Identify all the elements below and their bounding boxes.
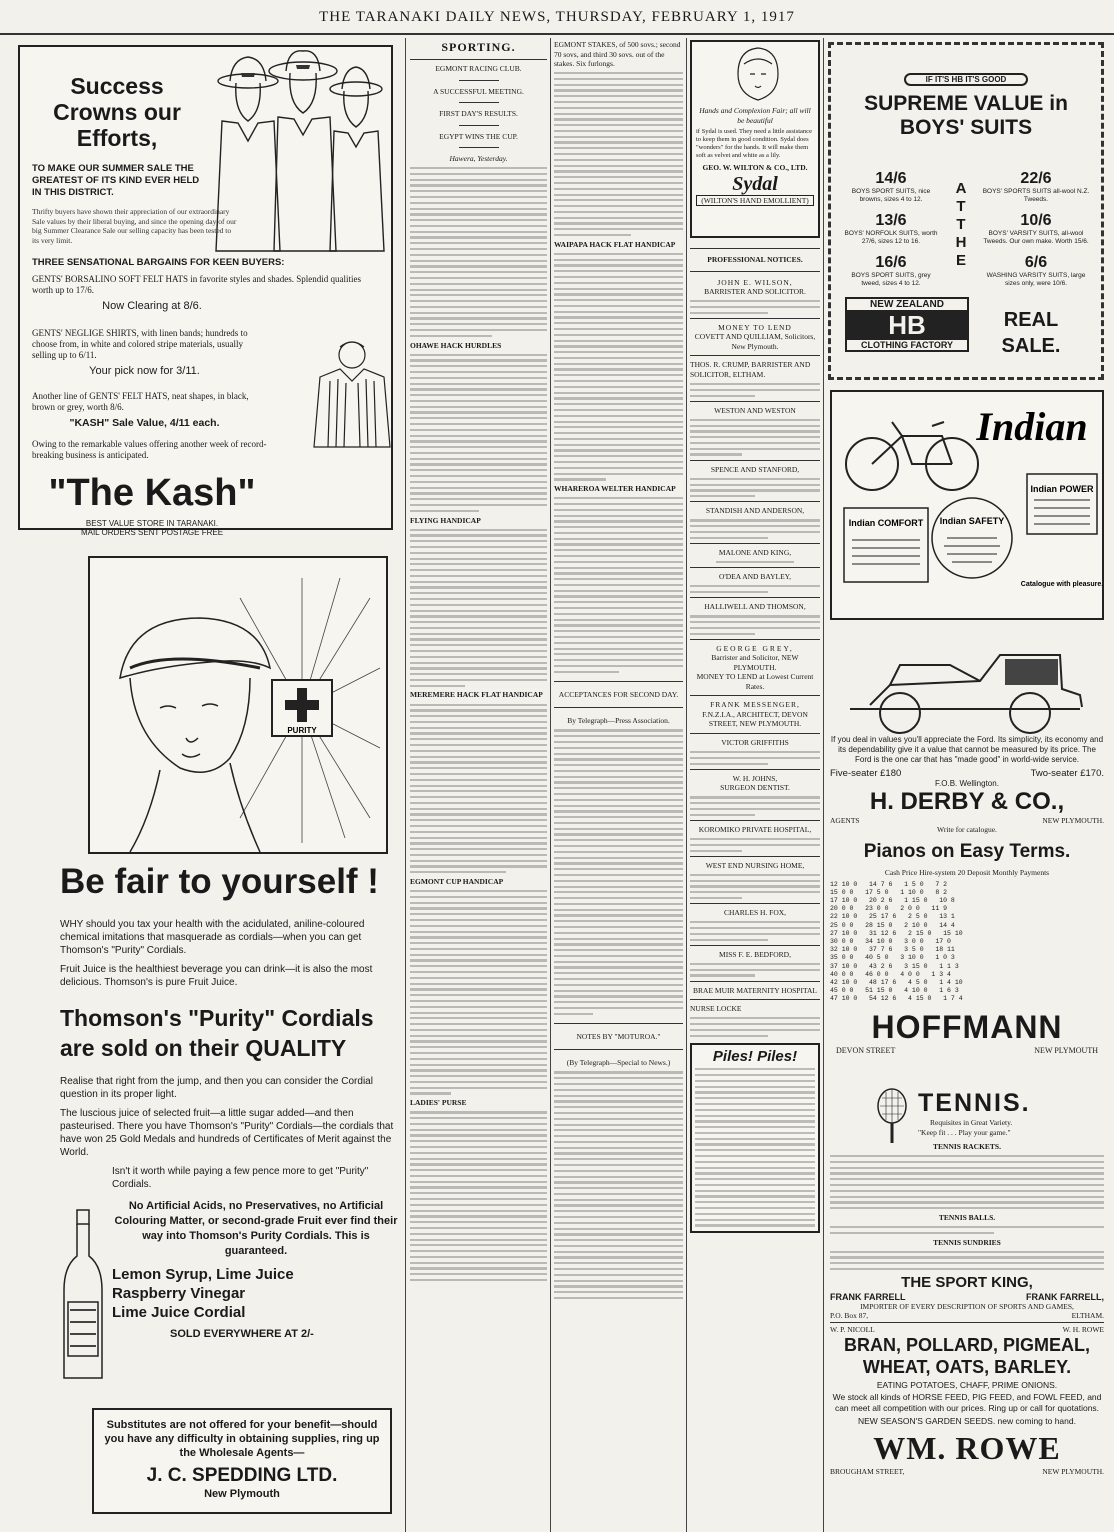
tennis-balls: TENNIS BALLS. <box>938 1212 996 1222</box>
indian-catalogue: Catalogue with pleasure. <box>1020 581 1104 588</box>
spedding-subs: Substitutes are not offered for your benefit—should you have any difficulty in obtaining supplies, ring up the Wholesale Agents— <box>104 1419 380 1459</box>
notice-bedford: MISS F. E. BEDFORD, <box>719 949 791 959</box>
sydal-hands: Hands and Complexion Fair; all will be beautiful <box>699 106 811 125</box>
tennis-ad <box>830 1088 1104 1321</box>
indian-logo: Indian <box>976 404 1088 449</box>
cordial-bottle-illustration <box>60 1210 106 1380</box>
ford-ad <box>830 625 1104 834</box>
pianos-ad <box>830 840 1104 1070</box>
notice-grey-sub: Barrister and Solicitor, NEW PLYMOUTH. <box>711 653 799 672</box>
rowe-line5: NEW SEASON'S GARDEN SEEDS. new coming to hand. <box>858 1416 1076 1426</box>
column-rule <box>405 38 406 1532</box>
kash-bargains-head: THREE SENSATIONAL BARGAINS FOR KEEN BUYERS: <box>32 257 285 268</box>
store-line3: CLOTHING FACTORY <box>861 340 953 350</box>
men-in-hats-illustration <box>208 51 388 256</box>
woman-with-purity-badge-illustration <box>90 558 386 852</box>
tennis-racket-icon <box>872 1088 912 1144</box>
desc-4: BOYS' SPORTS SUITS all-wool N.Z. Tweeds. <box>982 188 1090 203</box>
farrell-place: ELTHAM. <box>1071 1311 1104 1321</box>
notice-griffiths: VICTOR GRIFFITHS <box>721 737 789 747</box>
sporting-sub4: EGYPT WINS THE CUP. <box>439 131 518 141</box>
spedding-ad <box>92 1408 392 1514</box>
notice-braemuir: BRAE MUIR MATERNITY HOSPITAL <box>693 985 817 995</box>
boys-left-prices <box>841 170 941 288</box>
hoffmann-logo: HOFFMANN <box>871 1008 1063 1045</box>
desc-6: WASHING VARSITY SUITS, large sizes only, were 10/6. <box>986 272 1086 287</box>
notice-grey-money: MONEY TO LEND at Lowest Current Rates. <box>696 672 814 691</box>
rowe-right: W. H. ROWE <box>1062 1325 1104 1334</box>
column-rule <box>686 38 687 1532</box>
purity-p2: Fruit Juice is the healthiest beverage you can drink—it is also the most delicious. Thomson's is pure Fruit Juice. <box>60 964 373 988</box>
tennis-sub: Requisites in Great Variety. <box>930 1118 1013 1127</box>
desc-3: BOYS SPORT SUITS, grey tweed, sizes 4 to 12. <box>851 272 931 287</box>
tennis-headline: TENNIS. <box>918 1089 1031 1117</box>
column-rule <box>823 38 824 1532</box>
sydal-ad <box>690 40 820 238</box>
kash-headline: Success Crowns our Efforts, <box>53 73 181 151</box>
report-text <box>410 167 547 337</box>
ford-agents: AGENTS <box>830 816 860 825</box>
whareroa-heading: WHAREROA WELTER HANDICAP <box>554 484 676 494</box>
notice-money: MONEY TO LEND <box>718 322 792 332</box>
desc-2: BOYS' NORFOLK SUITS, worth 27/6, sizes 12 to 16. <box>844 230 938 245</box>
piano-price-row: 42 10 0 48 17 6 4 5 0 1 4 10 <box>830 978 963 986</box>
column-rule <box>550 38 551 1532</box>
sporting-ladies: LADIES' PURSE <box>410 1098 467 1108</box>
notice-locke: NURSE LOCKE <box>690 1004 742 1014</box>
notice-malone: MALONE AND KING, <box>718 547 792 557</box>
rowe-ad <box>830 1322 1104 1529</box>
notice-crump: THOS. R. CRUMP, BARRISTER AND SOLICITOR, ELTHAM. <box>690 360 811 379</box>
kash-item1: GENTS' BORSALINO SOFT FELT HATS in favorite styles and shades. Splendid qualities worth up to 17/6. <box>32 274 361 295</box>
purity-headline: Be fair to yourself ! <box>60 862 379 901</box>
notes-heading: NOTES BY "MOTUROA." <box>576 1031 661 1041</box>
indian-motorcycle-ad <box>830 390 1104 620</box>
nz-clothing-factory-logo <box>845 297 969 352</box>
purity-p4: The luscious juice of selected fruit—a little sugar added—and then pasteurised. There you have Thomson's "Purity" Cordials—the cordials that have won 25 Gold Medals and hundreds of Certificates of Merit against the World. <box>60 1108 394 1158</box>
price-4: 22/6 <box>1020 170 1052 187</box>
sporting-sub1: EGMONT RACING CLUB. <box>435 64 522 73</box>
boys-suits-ad <box>828 42 1104 380</box>
ford-copy: If you deal in values you'll appreciate the Ford. Its simplicity, its economy and its dependability give it a value that cannot be measured by its price. The Ford is the one car that has "made good" in world-wide service. <box>830 735 1104 764</box>
notice-westend: WEST END NURSING HOME, <box>705 860 805 870</box>
rowe-street: BROUGHAM STREET, <box>830 1467 905 1476</box>
piano-price-row: 27 10 0 31 12 6 2 15 0 15 10 <box>830 929 963 937</box>
pianos-headline: Pianos on Easy Terms. <box>863 841 1071 862</box>
hoffmann-street: DEVON STREET <box>836 1045 896 1055</box>
rowe-line4: We stock all kinds of HORSE FEED, PIG FEED, and FOWL FEED, and can meet all competition with our prices. Ring up or call for quotations. <box>832 1392 1102 1413</box>
piles-ad <box>690 1043 820 1233</box>
sporting-dateline: Hawera, Yesterday. <box>449 154 508 163</box>
hb-badge: IF IT'S HB IT'S GOOD <box>904 73 1028 86</box>
ford-dealer: H. DERBY & CO., <box>869 788 1065 815</box>
rowe-left: W. P. NICOLL <box>830 1325 875 1334</box>
piano-price-row: 32 10 0 37 7 6 3 5 0 18 11 <box>830 946 955 954</box>
notice-fox: CHARLES H. FOX, <box>723 908 787 918</box>
sporting-meremere: MEREMERE HACK FLAT HANDICAP <box>410 690 543 700</box>
piano-price-row: 30 0 0 34 10 0 3 0 0 17 0 <box>830 937 951 945</box>
pianos-table-head: Cash Price Hire-system 20 Deposit Monthly Payments <box>884 868 1050 877</box>
results-column <box>554 40 683 1528</box>
sporting-sub3: FIRST DAY'S RESULTS. <box>439 109 518 118</box>
piano-price-row: 37 10 0 43 2 6 3 15 0 1 1 3 <box>830 962 959 970</box>
purity-headline2: Thomson's "Purity" Cordials are sold on their QUALITY <box>60 1005 374 1061</box>
woman-portrait-illustration <box>728 44 788 104</box>
price-2: 13/6 <box>875 212 907 229</box>
piles-heading: Piles! Piles! <box>712 1047 798 1065</box>
purity-p6: No Artificial Acids, no Preservatives, no Artificial Colouring Matter, or second-grade Fruit ever find their way into Thomson's Purity Cordials. This is guaranteed. <box>114 1200 398 1257</box>
tennis-sundries: TENNIS SUNDRIES <box>933 1237 1001 1247</box>
tennis-quote: "Keep fit . . . Play your game." <box>918 1127 1011 1137</box>
purity-badge-text: PURITY <box>287 726 317 735</box>
kash-tagline2: MAIL ORDERS SENT POSTAGE FREE <box>80 528 224 537</box>
ford-fob: F.O.B. Wellington. <box>935 779 999 788</box>
boys-right-prices <box>981 170 1091 288</box>
indian-comfort: Indian COMFORT <box>848 518 924 528</box>
sporting-flying: FLYING HANDICAP <box>410 515 481 525</box>
hoffmann-city: NEW PLYMOUTH <box>1034 1045 1098 1055</box>
sydal-agent: GEO. W. WILTON & CO., LTD. <box>702 163 808 172</box>
piano-price-row: 15 0 0 17 5 0 1 10 0 8 2 <box>830 888 948 896</box>
purity-line3: Lime Juice Cordial <box>112 1304 246 1321</box>
sydal-logo-sub: (WILTON'S HAND EMOLLIENT) <box>696 195 814 207</box>
piano-price-row: 47 10 0 54 12 6 4 15 0 1 7 4 <box>830 995 963 1003</box>
desc-5: BOYS' VARSITY SUITS, all-wool Tweeds. Our own make. Worth 15/6. <box>983 230 1089 245</box>
kash-ad: Success Crowns our Efforts, TO MAKE OUR SUMMER SALE THE GREATEST OF ITS KIND EVER HELD IN THIS DISTRICT. Thrifty buyers have shown their appreciation of our extraordinary Sale values by their liberal buying, and since the opening day of our big Summer Clearance Sale our selling capacity has been tested to its very limit. THREE SENSATIONAL BARGAINS FOR KEEN BUYERS: GENTS' BORSALINO SOFT FELT HATS in favorite styles and shades. Splendid qualities worth up to 17/6. Now Clearing at 8/6. GENTS' NEGLIGE SHIRTS, with linen bands; hundreds to choose from, in white and colored stripe materials, usually selling up to 6/11. Your pick now for 3/11. Another line of GENTS' FELT HATS, neat shapes, in black, brown or grey, worth 8/6. "KASH" Sale Value, 4/11 each. Owing to the remarkable values offering another week of record-breaking business is anticipated. "The Kash" BEST VALUE STORE IN TARANAKI. MAIL ORDERS SENT POSTAGE FREE <box>18 45 393 530</box>
acceptances-heading: ACCEPTANCES FOR SECOND DAY. <box>558 689 679 699</box>
sport-king: THE SPORT KING, <box>901 1273 1033 1291</box>
purity-line2: Raspberry Vinegar <box>112 1285 246 1302</box>
farrell-importer: IMPORTER OF EVERY DESCRIPTION OF SPORTS AND GAMES, <box>860 1301 1074 1311</box>
kash-item3: Another line of GENTS' FELT HATS, neat shapes, in black, brown or grey, worth 8/6. <box>32 391 249 412</box>
sydal-logo: Sydal <box>732 172 778 195</box>
kash-logo: "The Kash" <box>48 472 256 514</box>
real-sale: REAL SALE. <box>1001 309 1061 357</box>
boys-headline2: BOYS' SUITS <box>899 116 1033 139</box>
farrell-right: FRANK FARRELL, <box>1026 1291 1104 1302</box>
sydal-body: if Sydal is used. They need a little assistance to keep them in good condition. Sydal does "wonders" for the hands. It will make them soft as velvet and white as a lily. <box>696 128 812 159</box>
kash-item1-price: Now Clearing at 8/6. <box>102 300 202 312</box>
at-the-text: A T T H E <box>955 180 967 269</box>
sporting-sub2: A SUCCESSFUL MEETING. <box>433 86 524 96</box>
egmont-stakes: EGMONT STAKES, of 500 sovs.; second 70 sovs, and third 30 sovs. out of the stakes. Six furlongs. <box>554 40 681 68</box>
kash-item2-price: Your pick now for 3/11. <box>89 365 200 377</box>
purity-line1: Lemon Syrup, Lime Juice <box>112 1266 294 1283</box>
ford-five: Five-seater £180 <box>830 768 902 779</box>
ford-write: Write for catalogue. <box>937 825 997 834</box>
sporting-heading: SPORTING. <box>441 40 516 54</box>
notice-weston: WESTON AND WESTON <box>714 405 796 415</box>
notice-wilson: JOHN E. WILSON, <box>717 277 793 287</box>
rowe-name: WM. ROWE <box>873 1430 1061 1466</box>
notice-johns-sub: SURGEON DENTIST. <box>720 783 790 793</box>
purity-p5: Isn't it worth while paying a few pence more to get "Purity" Cordials. <box>112 1166 369 1190</box>
piano-price-row: 20 0 0 23 0 0 2 0 0 11 9 <box>830 905 948 913</box>
rowe-line2: WHEAT, OATS, BARLEY. <box>862 1357 1072 1377</box>
notice-messenger: FRANK MESSENGER, <box>710 700 800 710</box>
notice-standish: STANDISH AND ANDERSON, <box>705 506 805 516</box>
indian-power: Indian POWER <box>1030 484 1094 494</box>
waipapa-heading: WAIPAPA HACK FLAT HANDICAP <box>554 239 676 249</box>
desc-1: BOYS SPORT SUITS, nice browns, sizes 4 to 12. <box>851 188 931 203</box>
telegraph-line: By Telegraph—Press Association. <box>567 716 670 726</box>
piano-price-row: 12 10 0 14 7 6 1 5 0 7 2 <box>830 880 948 888</box>
telegraph-line2: (By Telegraph—Special to News.) <box>566 1058 671 1068</box>
notice-wilson-sub: BARRISTER AND SOLICITOR. <box>704 287 806 296</box>
price-3: 16/6 <box>875 254 907 271</box>
indian-safety: Indian SAFETY <box>939 516 1005 526</box>
masthead: THE TARANAKI DAILY NEWS, THURSDAY, FEBRUARY 1, 1917 <box>319 9 795 25</box>
sporting-column <box>410 40 547 1528</box>
store-line2: HB <box>847 310 967 340</box>
notice-halliwell: HALLIWELL AND THOMSON, <box>704 602 806 612</box>
shirt-illustration <box>310 337 395 447</box>
purity-ad <box>60 860 400 1400</box>
kash-item3-price: "KASH" Sale Value, 4/11 each. <box>69 417 220 429</box>
farrell-left: FRANK FARRELL <box>830 1291 906 1302</box>
spedding-agent: J. C. SPEDDING LTD. <box>146 1465 338 1486</box>
notice-johns: W. H. JOHNS, <box>732 773 778 783</box>
boys-headline1: SUPREME VALUE in <box>864 92 1068 115</box>
piano-price-row: 22 10 0 25 17 6 2 5 0 13 1 <box>830 913 955 921</box>
piano-price-row: 35 0 0 40 5 0 3 10 0 1 0 3 <box>830 954 955 962</box>
rowe-line1: BRAN, POLLARD, PIGMEAL, <box>844 1335 1090 1355</box>
professional-column <box>690 40 820 1528</box>
purity-p1: WHY should you tax your health with the acidulated, aniline-coloured chemical imitations that masquerade as cordials—when you can get Thomson's "Purity" Cordials. <box>60 919 365 956</box>
ford-city: NEW PLYMOUTH. <box>1042 816 1104 825</box>
notice-koromiko: KOROMIKO PRIVATE HOSPITAL, <box>698 824 812 834</box>
price-1: 14/6 <box>875 170 907 187</box>
notice-messenger-sub: F.N.Z.I.A., ARCHITECT, DEVON STREET, NEW PLYMOUTH. <box>702 709 808 729</box>
store-line1: NEW ZEALAND <box>870 299 944 310</box>
piano-price-row: 25 0 0 28 15 0 2 10 0 14 4 <box>830 921 955 929</box>
purity-sold: SOLD EVERYWHERE AT 2/- <box>170 1328 314 1340</box>
spedding-city: New Plymouth <box>204 1488 280 1500</box>
pianos-price-table <box>830 881 1104 1004</box>
kash-tagline1: BEST VALUE STORE IN TARANAKI. <box>85 519 219 528</box>
ford-car-illustration <box>830 625 1104 735</box>
piano-price-row: 45 0 0 51 15 0 4 10 0 1 6 3 <box>830 987 959 995</box>
purity-illustration-box <box>88 556 388 854</box>
tennis-rackets: TENNIS RACKETS. <box>933 1142 1001 1151</box>
sporting-hurdles: OHAWE HACK HURDLES <box>410 340 502 350</box>
kash-note: Owing to the remarkable values offering another week of record-breaking business is anticipated. <box>32 439 267 460</box>
price-5: 10/6 <box>1020 212 1052 229</box>
notice-spence: SPENCE AND STANFORD, <box>710 464 800 474</box>
sporting-cup: EGMONT CUP HANDICAP <box>410 877 504 886</box>
kash-item2: GENTS' NEGLIGE SHIRTS, with linen bands; hundreds to choose from, in white and colored stripe materials, usually selling up to 6/11. <box>32 328 248 360</box>
notice-money-sub: COVETT AND QUILLIAM, Solicitors, New Plymouth. <box>694 332 816 351</box>
professional-heading: PROFESSIONAL NOTICES. <box>707 255 803 264</box>
notice-grey: GEORGE GREY, <box>716 643 794 653</box>
farrell-box: P.O. Box 87, <box>830 1311 869 1321</box>
purity-p3: Realise that right from the jump, and then you can consider the Cordial question in its proper light. <box>60 1076 373 1100</box>
rowe-line3: EATING POTATOES, CHAFF, PRIME ONIONS. <box>876 1380 1058 1390</box>
masthead-rule <box>0 33 1114 35</box>
price-6: 6/6 <box>1024 254 1048 271</box>
piano-price-row: 17 10 0 20 2 6 1 15 0 10 8 <box>830 896 955 904</box>
notice-odea: O'DEA AND BAYLEY, <box>719 572 791 582</box>
piano-price-row: 40 0 0 46 0 0 4 0 0 1 3 4 <box>830 970 951 978</box>
motorcycle-illustration <box>832 392 1102 618</box>
kash-intro: TO MAKE OUR SUMMER SALE THE GREATEST OF ITS KIND EVER HELD IN THIS DISTRICT. <box>32 163 200 198</box>
rowe-city: NEW PLYMOUTH. <box>1042 1467 1104 1476</box>
ford-two: Two-seater £170. <box>1030 768 1104 779</box>
